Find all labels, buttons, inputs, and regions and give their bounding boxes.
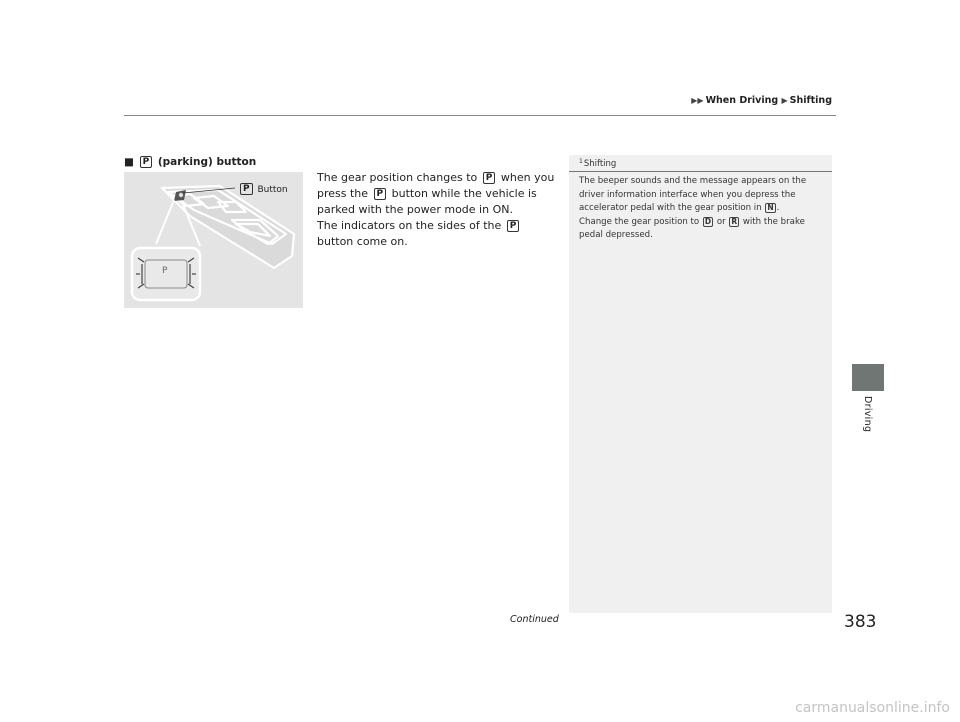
triangle-icon: ▶ — [781, 96, 788, 105]
watermark: carmanualsonline.info — [795, 700, 950, 716]
p-key-badge: P — [507, 220, 520, 232]
breadcrumb-item-when-driving[interactable]: When Driving — [705, 95, 779, 106]
text-run: The beeper sounds and the message appears on the driver information interface when you depress the accelerator pedal with the gear position in — [579, 176, 807, 213]
page-number: 383 — [844, 612, 877, 632]
text-run: . — [776, 203, 780, 213]
text-run: Change the gear position to — [579, 216, 702, 227]
body-text — [317, 170, 557, 250]
text-run: The gear position changes to — [317, 171, 481, 184]
text-run: when you press the — [317, 171, 555, 200]
breadcrumb-item-shifting[interactable]: Shifting — [789, 95, 832, 106]
note-divider — [569, 171, 832, 172]
double-triangle-icon: ▶▶ — [691, 96, 704, 105]
header-divider — [124, 115, 836, 116]
breadcrumb — [691, 95, 832, 106]
p-key-badge: P — [374, 188, 387, 200]
d-key-badge: D — [704, 216, 712, 226]
note-title-text: Shifting — [583, 159, 617, 169]
text-run: with the brake pedal depressed. — [579, 216, 805, 240]
p-button-callout — [238, 183, 288, 195]
note-ref-number: 1 — [579, 158, 583, 165]
inset-p-label: P — [162, 266, 168, 276]
section-heading — [124, 156, 256, 168]
text-run: The indicators on the sides of the — [317, 219, 505, 232]
text-run: button come on. — [317, 235, 408, 248]
note-title — [579, 158, 616, 169]
note-body — [579, 175, 824, 243]
note-paragraph — [579, 216, 824, 243]
section-bullet: ■ — [124, 156, 134, 168]
n-key-badge: N — [767, 203, 774, 212]
chapter-tab[interactable] — [852, 364, 884, 391]
continued-label: Continued — [510, 614, 559, 625]
text-run: button while the vehicle is parked with the power mode in ON. — [317, 187, 537, 216]
p-key-badge: P — [140, 156, 153, 168]
p-key-badge: P — [483, 172, 496, 184]
paragraph — [317, 218, 557, 250]
sidebar-note — [569, 155, 832, 613]
p-key-badge: P — [240, 183, 253, 195]
section-title: (parking) button — [157, 156, 257, 168]
note-paragraph — [579, 175, 824, 216]
text-run: or — [714, 216, 729, 227]
callout-label: Button — [257, 185, 288, 195]
chapter-label: Driving — [862, 396, 873, 433]
paragraph — [317, 170, 557, 218]
r-key-badge: R — [731, 216, 738, 226]
